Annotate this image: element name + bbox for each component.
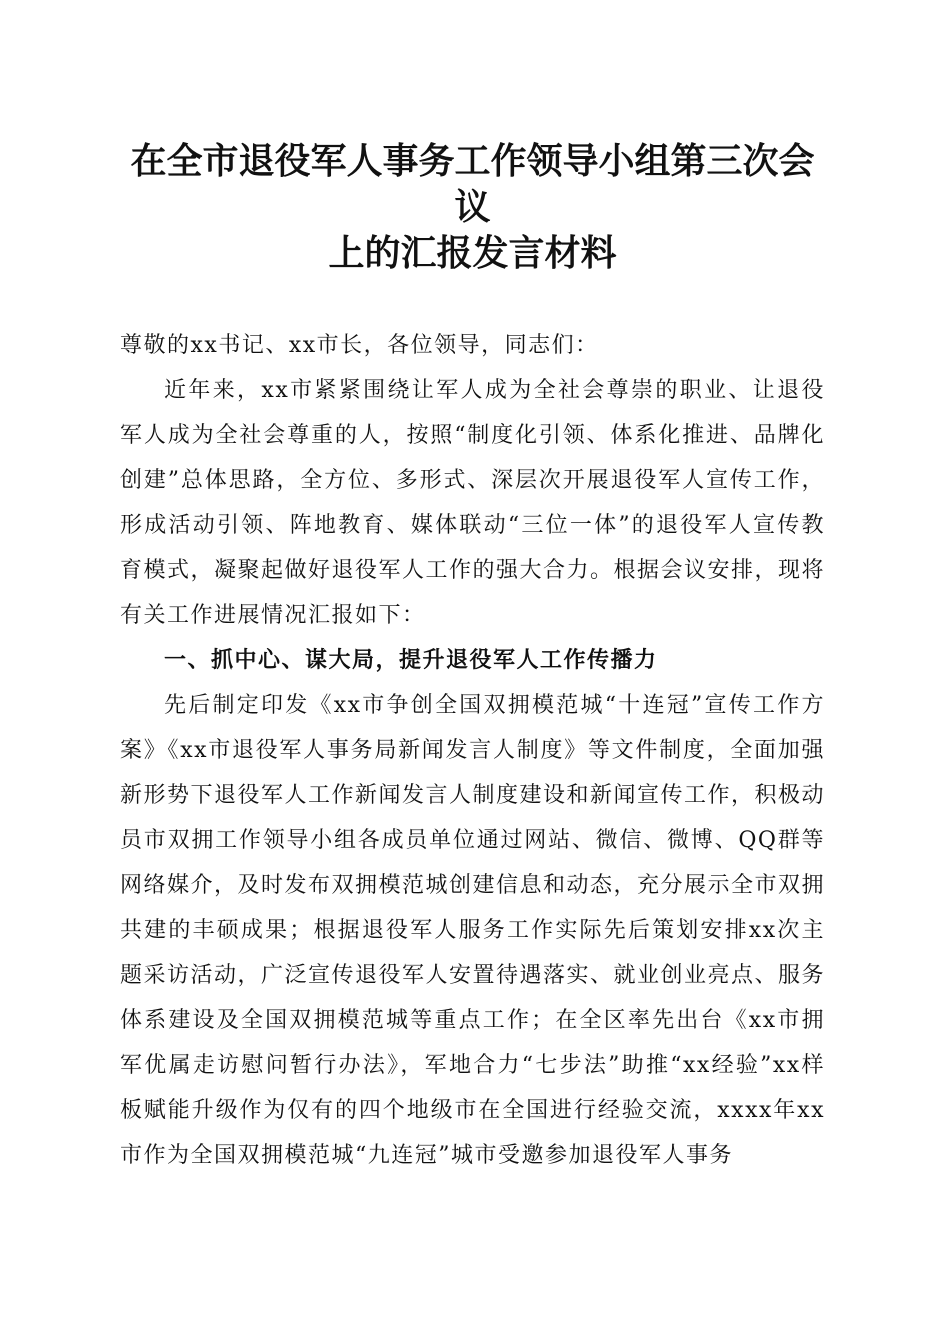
title-line-2: 上的汇报发言材料 — [328, 232, 617, 274]
salutation: 尊敬的xx书记、xx市长，各位领导，同志们： — [120, 333, 599, 358]
document-page — [120, 138, 825, 1178]
intro-paragraph: 近年来，xx市紧紧围绕让军人成为全社会尊崇的职业、让退役军人成为全社会尊重的人，按照“制度化引领、体系化推进、品牌化创建”总体思路，全方位、多形式、深层次开展退役军人宣传工作，形成活动引领、阵地教育、媒体联动“三位一体”的退役军人宣传教育模式，凝聚起做好退役军人工作的强大合力。根据会议安排，现将有关工作进展情况汇报如下： — [120, 378, 826, 628]
title-line-1: 在全市退役军人事务工作领导小组第三次会议 — [130, 140, 815, 228]
document-title — [120, 138, 825, 276]
section-1-heading: 一、抓中心、谋大局，提升退役军人工作传播力 — [164, 648, 658, 673]
section-1-paragraph: 先后制定印发《xx市争创全国双拥模范城“十连冠”宣传工作方案》《xx市退役军人事务局新闻发言人制度》等文件制度，全面加强新形势下退役军人工作新闻发言人制度建设和新闻宣传工作，积极动员市双拥工作领导小组各成员单位通过网站、微信、微博、QQ群等网络媒介，及时发布双拥模范城创建信息和动态，充分展示全市双拥共建的丰硕成果；根据退役军人服务工作实际先后策划安排xx次主题采访活动，广泛宣传退役军人安置待遇落实、就业创业亮点、服务体系建设及全国双拥模范城等重点工作；在全区率先出台《xx市拥军优属走访慰问暂行办法》，军地合力“七步法”助推“xx经验”xx样板赋能升级作为仅有的四个地级市在全国进行经验交流，xxxx年xx市作为全国双拥模范城“九连冠”城市受邀参加退役军人事务 — [120, 693, 826, 1168]
